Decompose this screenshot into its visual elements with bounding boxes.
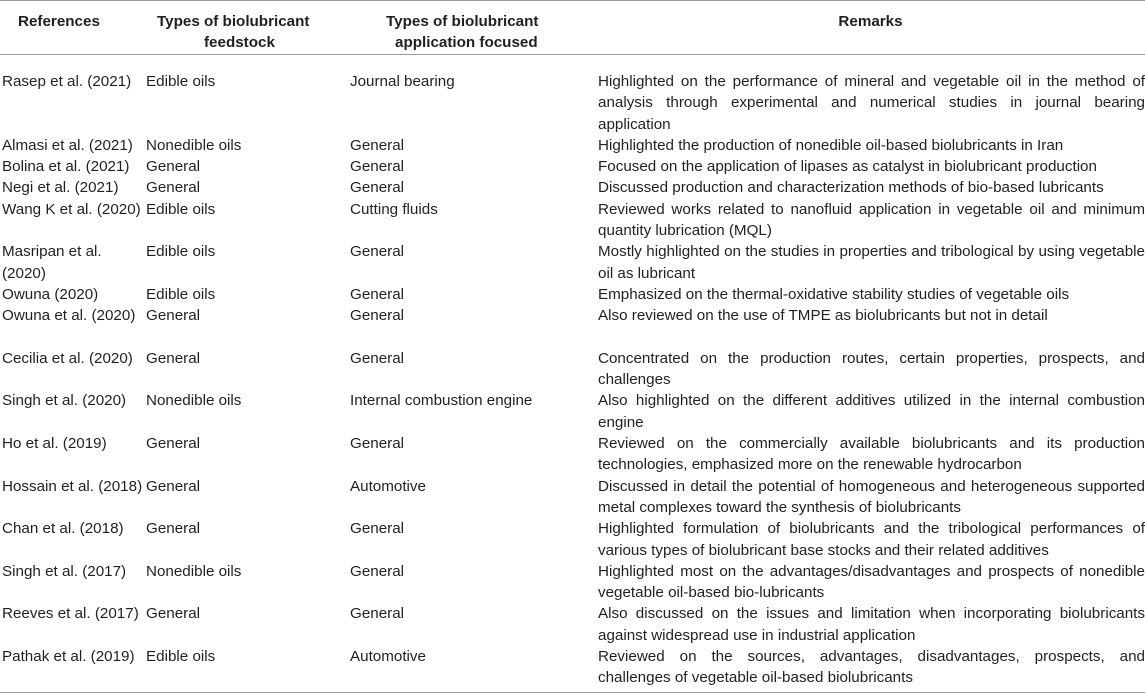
- table-row: [0, 561, 1145, 604]
- cell-feedstock: General: [146, 520, 201, 538]
- cell-feedstock: Edible oils: [143, 646, 346, 692]
- cell-remarks: Focused on the application of lipases as catalyst in biolubricant production: [598, 158, 1097, 176]
- cell-remarks: Highlighted the production of nonedible oil-based biolubricants in Iran: [598, 136, 1064, 154]
- cell-application: General: [350, 136, 405, 154]
- cell-feedstock: General: [146, 179, 201, 197]
- cell-feedstock: General: [146, 307, 201, 325]
- cell-feedstock: Edible oils: [146, 243, 216, 261]
- cell-application: General: [350, 243, 405, 261]
- table-row: [0, 433, 1145, 476]
- cell-feedstock: General: [146, 435, 201, 453]
- header-remarks: Remarks: [596, 1, 1145, 55]
- cell-application: General: [350, 562, 405, 580]
- table-row: [0, 199, 1145, 242]
- cell-reference: Owuna et al. (2020): [2, 307, 136, 325]
- cell-reference: Pathak et al. (2019): [0, 646, 143, 692]
- cell-reference: Singh et al. (2020): [2, 392, 127, 410]
- cell-feedstock: General: [146, 158, 201, 176]
- cell-reference: Negi et al. (2021): [2, 179, 119, 197]
- cell-application: General: [350, 307, 405, 325]
- table-row: [0, 177, 1145, 198]
- cell-application: General: [350, 605, 405, 623]
- cell-application: Internal combustion engine: [350, 392, 533, 410]
- cell-feedstock: Edible oils: [146, 285, 216, 303]
- cell-feedstock: Nonedible oils: [146, 392, 242, 410]
- table-header: [0, 1, 1145, 55]
- table-row: [0, 603, 1145, 646]
- cell-feedstock: Nonedible oils: [146, 562, 242, 580]
- header-row: [0, 1, 1145, 55]
- cell-reference: Owuna (2020): [2, 285, 99, 303]
- cell-application: General: [350, 179, 405, 197]
- cell-application: General: [350, 285, 405, 303]
- cell-remarks: Emphasized on the thermal-oxidative stability studies of vegetable oils: [598, 285, 1070, 303]
- cell-remarks: Highlighted most on the advantages/disadvantages and prospects of nonedible vegetable oil-based bio-lubricants: [598, 562, 1145, 602]
- table-row: [0, 518, 1145, 561]
- cell-reference: Reeves et al. (2017): [2, 605, 139, 623]
- table-row: [0, 241, 1145, 284]
- table-row: [0, 305, 1145, 348]
- table-row: [0, 55, 1145, 135]
- cell-remarks: Also reviewed on the use of TMPE as biolubricants but not in detail: [598, 307, 1048, 325]
- cell-remarks: Discussed in detail the potential of homogeneous and heterogeneous supported metal complexes toward the synthesis of biolubricants: [598, 477, 1145, 516]
- cell-remarks: Highlighted formulation of biolubricants and the tribological performances of various types of biolubricant base stocks and their related additives: [598, 520, 1145, 559]
- cell-reference: Masripan et al. (2020): [2, 243, 102, 282]
- cell-feedstock: General: [146, 349, 201, 367]
- header-application: Types of biolubricant application focused: [346, 1, 596, 55]
- cell-remarks: Reviewed on the sources, advantages, disadvantages, prospects, and challenges of vegetable oil-based biolubricants: [596, 646, 1145, 692]
- table-row: [0, 390, 1145, 433]
- cell-reference: Bolina et al. (2021): [2, 158, 130, 176]
- cell-remarks: Highlighted on the performance of mineral and vegetable oil in the method of analysis through experimental and numerical studies in journal bearing application: [598, 73, 1145, 133]
- cell-reference: Wang K et al. (2020): [2, 200, 141, 218]
- cell-remarks: Also highlighted on the different additives utilized in the internal combustion engine: [598, 392, 1145, 431]
- cell-remarks: Mostly highlighted on the studies in properties and tribological by using vegetable oil as lubricant: [598, 243, 1145, 282]
- cell-reference: Cecilia et al. (2020): [2, 349, 133, 367]
- cell-application: Automotive: [350, 477, 426, 495]
- cell-reference: Chan et al. (2018): [2, 520, 124, 538]
- cell-reference: Ho et al. (2019): [2, 435, 107, 453]
- cell-reference: Singh et al. (2017): [2, 562, 127, 580]
- cell-application: General: [350, 435, 405, 453]
- cell-reference: Rasep et al. (2021): [2, 73, 132, 90]
- cell-application: Automotive: [346, 646, 596, 692]
- cell-feedstock: General: [146, 477, 201, 495]
- table-body: [0, 55, 1145, 693]
- cell-remarks: Reviewed on the commercially available biolubricants and its production technologies, emphasized more on the renewable hydrocarbon: [598, 435, 1145, 474]
- cell-application: General: [350, 349, 405, 367]
- cell-remarks: Reviewed works related to nanofluid application in vegetable oil and minimum quantity lubrication (MQL): [598, 200, 1145, 240]
- table-row: [0, 284, 1145, 305]
- table-row: [0, 646, 1145, 692]
- cell-feedstock: Nonedible oils: [146, 136, 242, 154]
- cell-feedstock: General: [146, 605, 201, 623]
- cell-remarks: Discussed production and characterization methods of bio-based lubricants: [598, 179, 1104, 197]
- cell-remarks: Also discussed on the issues and limitation when incorporating biolubricants against widespread use in industrial application: [598, 605, 1145, 644]
- cell-application: Journal bearing: [350, 73, 455, 90]
- header-references: References: [0, 1, 143, 55]
- table-row: [0, 348, 1145, 391]
- cell-feedstock: Edible oils: [146, 73, 216, 90]
- header-feedstock: Types of biolubricant feedstock: [143, 1, 346, 55]
- cell-application: General: [350, 158, 405, 176]
- cell-feedstock: Edible oils: [146, 200, 216, 218]
- table-row: [0, 135, 1145, 156]
- cell-reference: Hossain et al. (2018): [2, 477, 143, 495]
- cell-remarks: Concentrated on the production routes, certain properties, prospects, and challenges: [598, 349, 1145, 389]
- table-row: [0, 156, 1145, 177]
- cell-application: Cutting fluids: [350, 200, 438, 218]
- cell-application: General: [350, 520, 405, 538]
- table-row: [0, 476, 1145, 519]
- cell-reference: Almasi et al. (2021): [2, 136, 133, 154]
